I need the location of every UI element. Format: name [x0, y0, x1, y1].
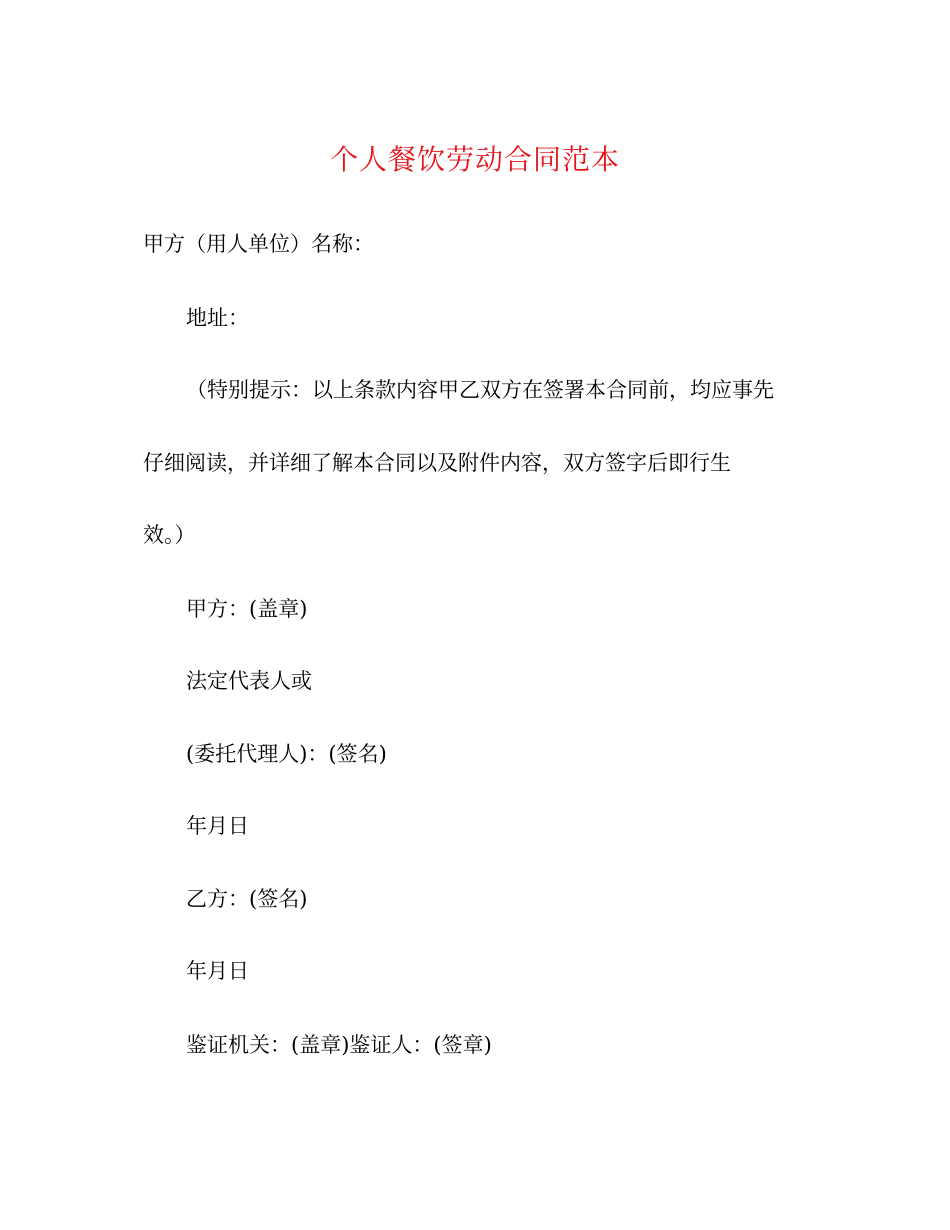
party-a-seal-line: 甲方：(盖章): [186, 597, 308, 621]
notice-line: 效。）: [143, 523, 196, 547]
legal-representative-line: 法定代表人或: [186, 669, 312, 693]
verification-authority-line: 鉴证机关：(盖章)鉴证人：(签章): [186, 1033, 492, 1057]
party-a-name-label: 甲方（用人单位）名称：: [143, 232, 374, 256]
notice-line: （特别提示：以上条款内容甲乙双方在签署本合同前，均应事先: [186, 378, 774, 402]
notice-line: 仔细阅读，并详细了解本合同以及附件内容，双方签字后即行生: [143, 451, 731, 475]
party-b-signature-line: 乙方：(签名): [186, 887, 308, 911]
party-a-date-line: 年月日: [186, 814, 249, 838]
address-label: 地址：: [186, 306, 249, 330]
party-b-date-line: 年月日: [186, 959, 249, 983]
authorized-agent-signature-line: (委托代理人)：(签名): [186, 742, 387, 766]
document-title: 个人餐饮劳动合同范本: [329, 143, 620, 176]
